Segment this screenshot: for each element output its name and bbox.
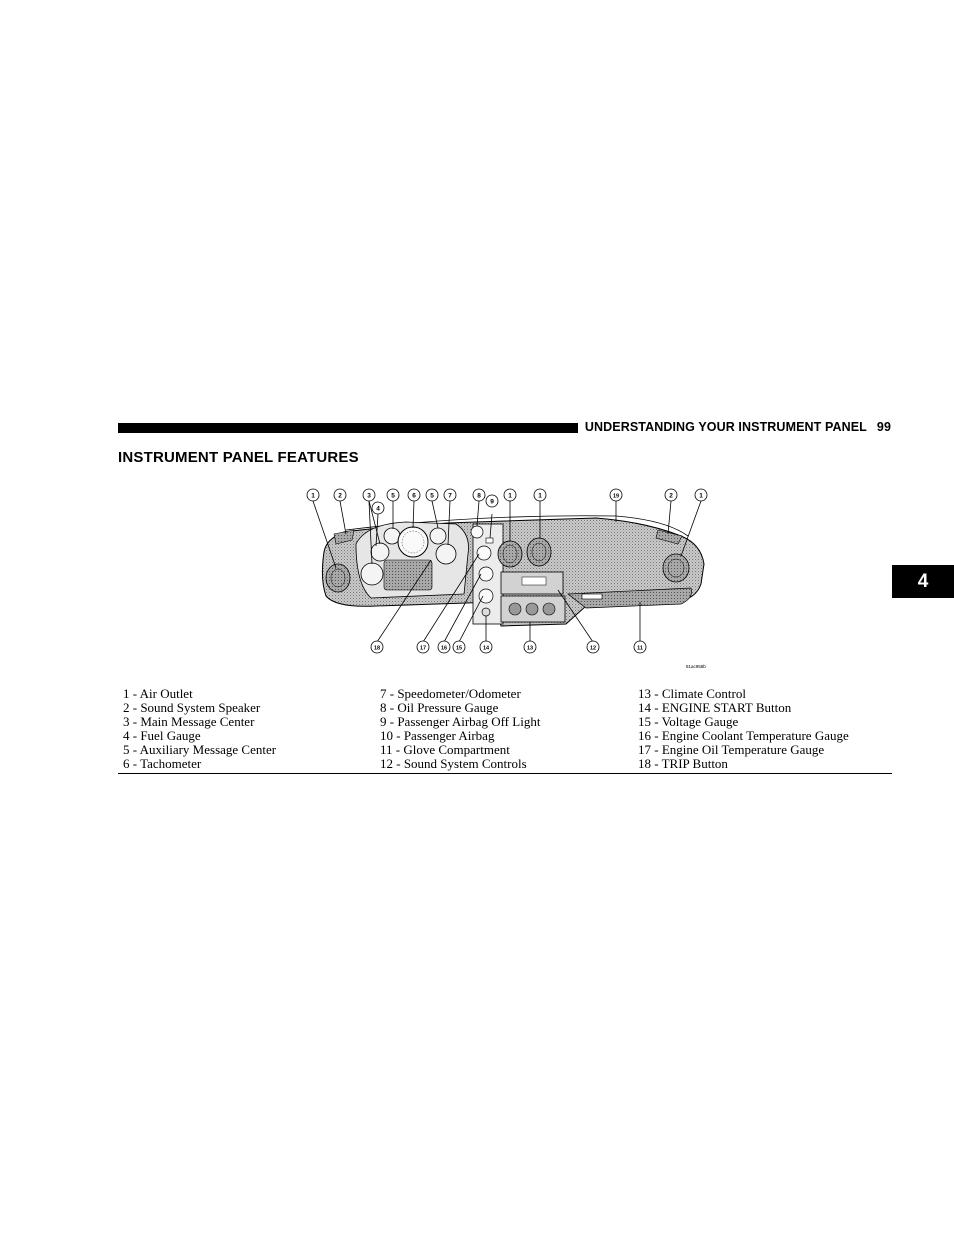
callout-top-11 bbox=[610, 489, 622, 501]
legend-table bbox=[118, 687, 892, 774]
svg-text:17: 17 bbox=[419, 645, 427, 652]
svg-text:1: 1 bbox=[311, 492, 315, 500]
legend-item: 13 - Climate Control bbox=[638, 686, 746, 701]
coolant-gauge bbox=[477, 546, 491, 560]
legend-item: 17 - Engine Oil Temperature Gauge bbox=[638, 742, 825, 757]
callout-top-10 bbox=[534, 489, 546, 501]
center-vent-right bbox=[527, 538, 551, 566]
svg-text:16: 16 bbox=[440, 645, 448, 652]
legend-item: 10 - Passenger Airbag bbox=[380, 728, 495, 743]
callout-top-2 bbox=[334, 489, 346, 501]
legend-item: 11 - Glove Compartment bbox=[380, 742, 510, 757]
svg-text:3: 3 bbox=[367, 492, 371, 500]
callout-top-12 bbox=[665, 489, 677, 501]
callout-top-4 bbox=[387, 489, 399, 501]
svg-text:12: 12 bbox=[589, 645, 597, 652]
svg-text:7: 7 bbox=[448, 492, 452, 500]
svg-text:13: 13 bbox=[526, 645, 534, 652]
svg-text:4: 4 bbox=[376, 505, 380, 513]
callout-bottom-14 bbox=[480, 641, 492, 653]
main-message-center bbox=[361, 563, 383, 585]
legend-item: 5 - Auxiliary Message Center bbox=[123, 742, 277, 757]
legend-item: 15 - Voltage Gauge bbox=[638, 714, 739, 729]
svg-text:5: 5 bbox=[430, 492, 434, 500]
svg-text:1: 1 bbox=[538, 492, 542, 500]
message-display bbox=[384, 560, 432, 590]
speedometer bbox=[398, 527, 428, 557]
oil-temp-gauge bbox=[479, 589, 493, 603]
callout-top-8 bbox=[473, 489, 485, 501]
svg-text:2: 2 bbox=[669, 492, 673, 500]
legend-item: 2 - Sound System Speaker bbox=[123, 700, 261, 715]
instrument-panel-diagram bbox=[296, 484, 736, 676]
svg-text:15: 15 bbox=[455, 645, 463, 652]
running-header bbox=[585, 420, 891, 434]
airbag-off-light bbox=[486, 538, 493, 543]
callout-top-6 bbox=[426, 489, 438, 501]
legend-item: 16 - Engine Coolant Temperature Gauge bbox=[638, 728, 849, 743]
legend-item: 12 - Sound System Controls bbox=[380, 756, 527, 771]
legend-item: 6 - Tachometer bbox=[123, 756, 202, 771]
figure-code: 81ac958b bbox=[686, 664, 706, 669]
legend-item: 8 - Oil Pressure Gauge bbox=[380, 700, 499, 715]
callout-bottom-16 bbox=[438, 641, 450, 653]
svg-text:9: 9 bbox=[490, 498, 494, 506]
callout-top-13 bbox=[695, 489, 707, 501]
page-number: 99 bbox=[876, 420, 891, 434]
svg-text:6: 6 bbox=[412, 492, 416, 500]
svg-text:18: 18 bbox=[373, 645, 381, 652]
legend-column-2 bbox=[380, 687, 540, 771]
svg-text:1: 1 bbox=[699, 492, 703, 500]
callout-bottom-17 bbox=[417, 641, 429, 653]
chapter-tab bbox=[892, 565, 954, 598]
callout-bottom-15 bbox=[453, 641, 465, 653]
legend-column-3 bbox=[638, 687, 849, 771]
callout-top-7 bbox=[444, 489, 456, 501]
callout-top-1 bbox=[307, 489, 319, 501]
svg-text:2: 2 bbox=[338, 492, 342, 500]
legend-item: 9 - Passenger Airbag Off Light bbox=[380, 714, 541, 729]
auxiliary-gauge bbox=[430, 528, 446, 544]
engine-start-button bbox=[482, 608, 490, 616]
chapter-number: 4 bbox=[917, 570, 929, 592]
svg-text:1: 1 bbox=[508, 492, 512, 500]
callout-bottom-11 bbox=[634, 641, 646, 653]
legend-item: 7 - Speedometer/Odometer bbox=[380, 686, 521, 701]
legend-item: 18 - TRIP Button bbox=[638, 756, 728, 771]
callout-mid-4 bbox=[372, 502, 384, 514]
right-air-outlet bbox=[663, 554, 689, 582]
oil-gauge bbox=[436, 544, 456, 564]
header-section-title: UNDERSTANDING YOUR INSTRUMENT PANEL bbox=[584, 420, 867, 434]
left-air-outlet bbox=[326, 564, 350, 592]
header-rule bbox=[118, 423, 578, 433]
voltage-gauge bbox=[479, 567, 493, 581]
oil-pressure-gauge bbox=[471, 526, 483, 538]
callout-mid-9 bbox=[486, 495, 498, 507]
callout-top-5 bbox=[408, 489, 420, 501]
callout-bottom-12 bbox=[587, 641, 599, 653]
legend-column-1 bbox=[123, 687, 276, 771]
callout-top-3 bbox=[363, 489, 375, 501]
svg-text:11: 11 bbox=[637, 645, 643, 652]
legend-item: 4 - Fuel Gauge bbox=[123, 728, 201, 743]
svg-text:8: 8 bbox=[477, 492, 481, 500]
svg-text:19: 19 bbox=[612, 493, 620, 500]
fuel-gauge bbox=[371, 543, 389, 561]
callout-bottom-13 bbox=[524, 641, 536, 653]
page-title: INSTRUMENT PANEL FEATURES bbox=[118, 449, 359, 466]
callout-top-9 bbox=[504, 489, 516, 501]
svg-text:14: 14 bbox=[482, 645, 490, 652]
legend-item: 14 - ENGINE START Button bbox=[638, 700, 792, 715]
svg-text:5: 5 bbox=[391, 492, 395, 500]
callout-bottom-18 bbox=[371, 641, 383, 653]
legend-item: 3 - Main Message Center bbox=[123, 714, 255, 729]
legend-item: 1 - Air Outlet bbox=[123, 686, 193, 701]
